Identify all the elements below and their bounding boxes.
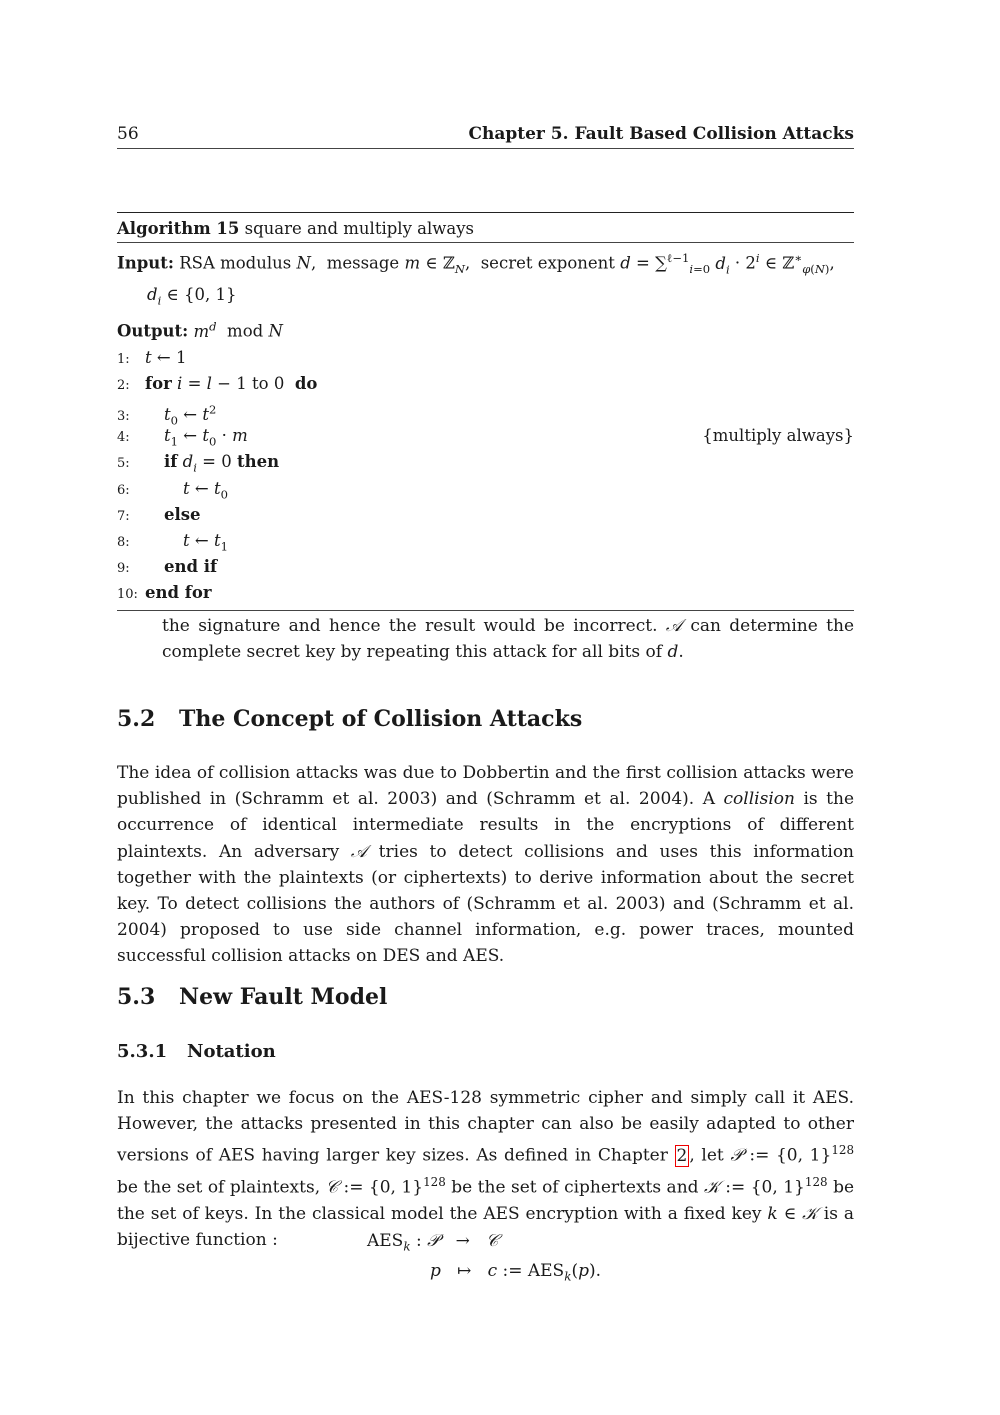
algorithm-box bbox=[117, 212, 854, 611]
input-continuation: $d_i$ ∈ {0, 1} bbox=[147, 284, 237, 308]
algorithm-caption bbox=[117, 213, 854, 242]
running-title: Chapter 5. Fault Based Collision Attacks bbox=[468, 124, 854, 144]
output-label: Output: bbox=[117, 321, 189, 341]
input-text-1: RSA modulus bbox=[179, 253, 292, 273]
algo-line: 8: t ← $t_1$ bbox=[117, 530, 228, 554]
algo-line: 2: for i = l − 1 to 0 do bbox=[117, 373, 318, 393]
input-label: Input: bbox=[117, 253, 174, 273]
algo-line: 10: end for bbox=[117, 583, 212, 603]
section-heading-5-3: 5.3 New Fault Model bbox=[117, 984, 388, 1010]
algorithm-bottom-rule bbox=[117, 610, 854, 611]
algo-line: 3: $t_0$ ← $t^2$ bbox=[117, 402, 217, 428]
subsection-heading-5-3-1: 5.3.1 Notation bbox=[117, 1041, 276, 1062]
algo-line: 1: t ← 1 bbox=[117, 347, 187, 367]
chapter-link[interactable]: 2 bbox=[676, 1146, 688, 1167]
algorithm-output: Output: $m^d$ mod N bbox=[117, 319, 283, 341]
input-text-3: secret exponent bbox=[480, 253, 615, 273]
section-heading-5-2: 5.2 The Concept of Collision Attacks bbox=[117, 706, 583, 732]
algo-line: 9: end if bbox=[117, 557, 218, 577]
algorithm-name: square and multiply always bbox=[244, 219, 474, 238]
paragraph-collision: The idea of collision attacks was due to Dobbertin and the first collision attacks were published in (Schramm et al. 2003) and (Schramm et al. 2004). A collision is the occurrence of identical intermediate results in the encryptions of different plaintexts. An adversary 𝒜 tries to detect collisions and uses this information together with the plaintexts (or ciphertexts) to derive information about the secret key. To detect collisions the authors of (Schramm et al. 2003) and (Schramm et al. 2004) proposed to use side channel information, e.g. power traces, mounted successful collision attacks on DES and AES. bbox=[117, 763, 855, 967]
equation-line-2: p ↦ c := $AES_k(p)$. bbox=[430, 1261, 602, 1284]
algo-line: 4: $t_1$ ← $t_0 \cdot m$ {multiply always} bbox=[117, 423, 854, 449]
algorithm-input: Input: RSA modulus N, message m ∈ ℤ$_N$, secret exponent d = ∑$^{\ell-1}_{i=0}$ $d_i \cdot 2^i$ ∈ ℤ∗$_{\varphi(N)}$, $d_i$ ∈ {0, 1} bbox=[117, 245, 854, 313]
algo-line: 5: if $d_i = 0$ then bbox=[117, 452, 280, 475]
algo-line: 7: else bbox=[117, 504, 201, 524]
paragraph-notation: In this chapter we focus on the AES-128 symmetric cipher and simply call it AES. However, the attacks presented in this chapter can also be easily adapted to other versions of AES having larger key sizes. As defined in Chapter 2 , let 𝒫 := {0, 1}$^{128}$ be the set of plaintexts, 𝒞 := {0, 1}$^{128}$ be the set of ciphertexts and 𝒦 := {0, 1}$^{128}$ be the set of keys. In the classical model the AES encryption with a fixed key k ∈ 𝒦 is a bijective function : bbox=[117, 1088, 855, 1251]
equation-line-1: $AES_k$ : 𝒫 → 𝒞 bbox=[367, 1231, 499, 1254]
algorithm-label: Algorithm 15 bbox=[117, 219, 240, 238]
algo-line: 6: t ← $t_0$ bbox=[117, 478, 228, 501]
algo-comment: {multiply always} bbox=[702, 426, 854, 446]
page-number: 56 bbox=[117, 124, 139, 144]
algorithm-mid-rule bbox=[117, 242, 854, 243]
input-text-2: message bbox=[326, 253, 400, 273]
page-header bbox=[117, 122, 854, 149]
continuation-paragraph: the signature and hence the result would be incorrect. 𝒜 can determine the complete secret key by repeating this attack for all bits of d. bbox=[162, 616, 855, 663]
